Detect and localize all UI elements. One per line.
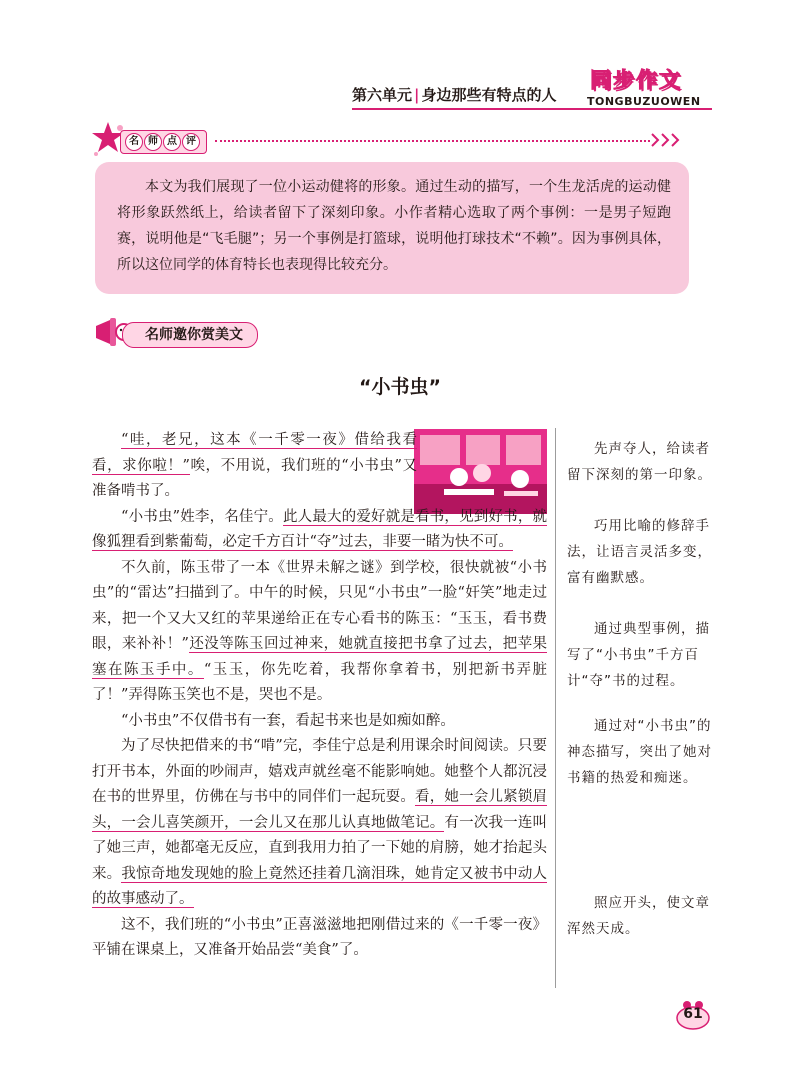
margin-note (567, 890, 712, 946)
margin-divider (555, 428, 556, 988)
dotted-divider (215, 140, 650, 142)
chevron-right-icon (650, 132, 690, 148)
underlined-phrase: 此人最大的爱好就是看书，见到好书，就像狐狸看到紫葡萄，必定千方百计“夺”过去，非要一睹为快不可。 (92, 508, 547, 550)
text-run: 有一次我一连叫了她三声，她都毫无反应，直到我用力拍了一下她的肩膀，她才抬起头来。 (92, 814, 548, 882)
margin-note (567, 436, 712, 492)
essay-title: “小书虫” (359, 376, 441, 398)
text-run: 为了尽快把借来的书“啃”完，李佳宁总是利用课余时间阅读。只要打开书本，外面的吵闹声，嬉戏声就丝毫不能影响她。她整个人都沉浸在书的世界里，仿佛在与书中的同伴们一起玩耍。 (92, 738, 547, 805)
unit-separator: | (414, 86, 420, 104)
margin-note-text: 先声夺人，给读者留下深刻的第一印象。 (567, 441, 712, 483)
comment-text: 本文为我们展现了一位小运动健将的形象。通过生动的描写，一个生龙活虎的运动健将形象跃然纸上，给读者留下了深刻印象。小作者精心选取了两个事例：一是男子短跑赛，说明他是“飞毛腿”；另一个事例是打篮球，说明他打球技术“不赖”。因为事例具体，所以这位同学的体育特长也表现得比较充分。 (117, 179, 671, 273)
comment-tag-char: 师 (144, 133, 162, 151)
text-run: “玉玉，你先吃着，我帮你拿着书，别把新书弄脏了！”弄得陈玉笑也不是，哭也不是。 (92, 661, 548, 703)
underlined-phrase: 还没等陈玉回过神来，她就直接把书拿了过去，把苹果塞在陈玉手中。 (92, 636, 547, 678)
margin-note-text: 通过典型事例，描写了“小书虫”千方百计“夺”书的过程。 (567, 621, 710, 689)
margin-note-text: 照应开头，使文章浑然天成。 (567, 895, 710, 937)
unit-heading (352, 84, 557, 105)
comment-panel (95, 162, 689, 294)
brand-pinyin: TONGBUZUOWEN (587, 95, 701, 108)
underlined-phrase: 看，她一会儿紧锁眉头，一会儿喜笑颜开，一会儿又在那儿认真地做笔记。 (92, 789, 547, 831)
margin-note (567, 713, 712, 795)
margin-note (567, 616, 712, 698)
essay-paragraph (92, 556, 547, 709)
comment-tag-char: 点 (163, 133, 181, 151)
comment-tag (120, 130, 207, 154)
unit-topic: 身边那些有特点的人 (421, 86, 557, 104)
brand-title: 同步作文 (590, 68, 682, 92)
essay-paragraph: “小书虫”不仅借书有一套，看起书来也是如痴如醉。 (121, 712, 455, 729)
comment-tag-char: 评 (182, 133, 200, 151)
margin-note-text: 通过对“小书虫”的神态描写，突出了她对书籍的热爱和痴迷。 (567, 718, 712, 786)
essay-paragraph: 这不，我们班的“小书虫”正喜滋滋地把刚借过来的《一千零一夜》平铺在课桌上，又准备开始品尝“美食”了。 (92, 916, 547, 958)
underlined-phrase: 我惊奇地发现她的脸上竟然还挂着几滴泪珠，她肯定又被书中动人的故事感动了。 (92, 865, 548, 907)
page-number: 61 (683, 1006, 703, 1022)
margin-note (567, 513, 712, 595)
essay-body (92, 428, 547, 964)
essay-paragraph (92, 428, 547, 505)
header-rule (352, 108, 712, 110)
text-run: 不久前，陈玉带了一本《世界未解之谜》到学校，很快就被“小书虫”的“雷达”扫描到了。中午的时候，只见“小书虫”一脸“奸笑”地走过来，把一个又大又红的苹果递给正在专心看书的陈玉：“玉玉，看书费眼，来补补！” (92, 559, 547, 652)
essay-paragraph (92, 734, 547, 913)
unit-number: 第六单元 (352, 86, 413, 104)
text-run: “小书虫”姓李，名佳宁。 (121, 508, 283, 525)
comment-tag-pill (120, 130, 207, 154)
essay-paragraph (92, 505, 547, 556)
underlined-phrase: “哇，老兄，这本《一千零一夜》借给我看看，求你啦！” (92, 432, 417, 474)
margin-note-text: 巧用比喻的修辞手法，让语言灵活多变，富有幽默感。 (567, 518, 712, 586)
text-run: 唉，不用说，我们班的“小书虫”又准备啃书了。 (92, 457, 417, 499)
share-banner: 名师邀你赏美文 (122, 322, 258, 348)
comment-tag-char: 名 (125, 133, 143, 151)
